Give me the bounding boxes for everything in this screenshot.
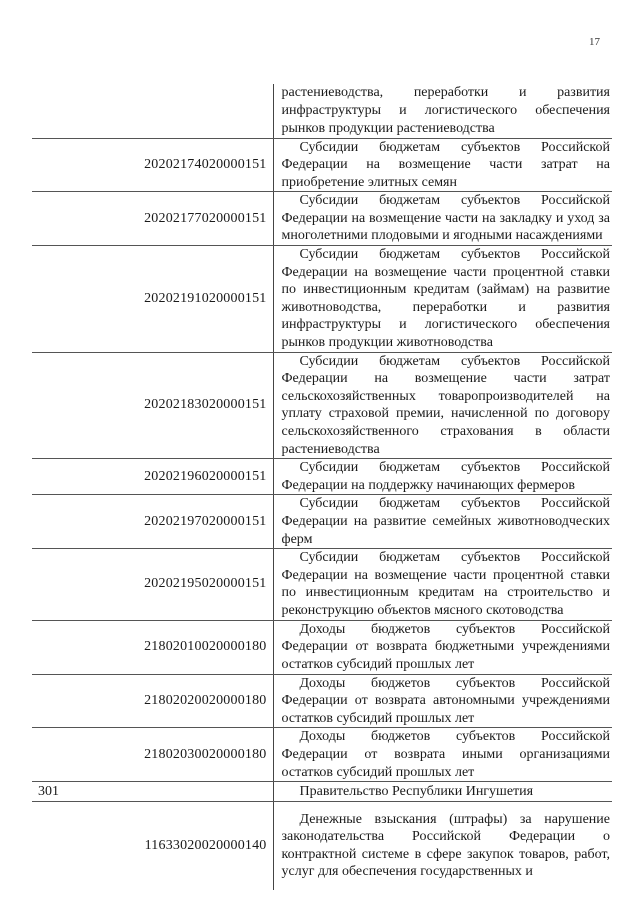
admin-code-cell xyxy=(32,459,95,495)
admin-code-cell xyxy=(32,549,95,620)
revenue-codes-table xyxy=(32,84,612,890)
revenue-name-cell: Доходы бюджетов субъектов Российской Федерации от возврата бюджетными учреждениями остатков субсидий прошлых лет xyxy=(273,620,612,674)
revenue-code-cell: 20202183020000151 xyxy=(95,352,273,459)
revenue-code-cell xyxy=(95,84,273,138)
revenue-name-cell: Правительство Республики Ингушетия xyxy=(273,782,612,802)
admin-code-cell xyxy=(32,620,95,674)
admin-code-cell xyxy=(32,246,95,353)
revenue-name-cell: Субсидии бюджетам субъектов Российской Федерации на возмещение части затрат сельскохозяйственных товаропроизводителей на уплату страховой премии, начисленной по договору сельскохозяйственного страхования в области растениеводства xyxy=(273,352,612,459)
revenue-name-cell: Денежные взыскания (штрафы) за нарушение законодательства Российской Федерации о контрактной системе в сфере закупок товаров, работ, услуг для обеспечения государственных и xyxy=(273,802,612,890)
admin-code-cell xyxy=(32,138,95,192)
revenue-code-cell: 20202197020000151 xyxy=(95,495,273,549)
revenue-code-cell xyxy=(95,782,273,802)
table-row xyxy=(32,459,612,495)
page-number: 17 xyxy=(589,36,600,48)
table-row xyxy=(32,549,612,620)
revenue-code-cell: 20202196020000151 xyxy=(95,459,273,495)
table-row xyxy=(32,246,612,353)
admin-code-cell: 301 xyxy=(32,782,95,802)
revenue-name-cell: Субсидии бюджетам субъектов Российской Федерации на поддержку начинающих фермеров xyxy=(273,459,612,495)
revenue-name-cell: Субсидии бюджетам субъектов Российской Федерации на возмещение части затрат на приобретение элитных семян xyxy=(273,138,612,192)
table-row xyxy=(32,802,612,890)
table-row xyxy=(32,138,612,192)
table-row xyxy=(32,620,612,674)
revenue-code-cell: 21802010020000180 xyxy=(95,620,273,674)
revenue-name-cell: Субсидии бюджетам субъектов Российской Федерации на возмещение части процентной ставки по инвестиционным кредитам (займам) на развитие животноводства, переработки и развития инфраструктуры и логистического обеспечения рынков продукции животноводства xyxy=(273,246,612,353)
revenue-name-cell: растениеводства, переработки и развития инфраструктуры и логистического обеспечения рынков продукции растениеводства xyxy=(273,84,612,138)
table-row xyxy=(32,728,612,782)
table-row xyxy=(32,674,612,728)
admin-code-cell xyxy=(32,674,95,728)
table-row xyxy=(32,782,612,802)
table-row xyxy=(32,495,612,549)
table-row xyxy=(32,84,612,138)
revenue-name-cell: Субсидии бюджетам субъектов Российской Федерации на возмещение части на закладку и уход за многолетними плодовыми и ягодными насаждениями xyxy=(273,192,612,246)
revenue-code-cell: 20202191020000151 xyxy=(95,246,273,353)
admin-code-cell xyxy=(32,495,95,549)
revenue-name-cell: Субсидии бюджетам субъектов Российской Федерации на развитие семейных животноводческих ферм xyxy=(273,495,612,549)
admin-code-cell xyxy=(32,352,95,459)
revenue-name-cell: Доходы бюджетов субъектов Российской Федерации от возврата иными организациями остатков субсидий прошлых лет xyxy=(273,728,612,782)
revenue-code-cell: 20202177020000151 xyxy=(95,192,273,246)
revenue-name-cell: Доходы бюджетов субъектов Российской Федерации от возврата автономными учреждениями остатков субсидий прошлых лет xyxy=(273,674,612,728)
revenue-name-cell: Субсидии бюджетам субъектов Российской Федерации на возмещение части процентной ставки по инвестиционным кредитам на строительство и реконструкцию объектов мясного скотоводства xyxy=(273,549,612,620)
admin-code-cell xyxy=(32,192,95,246)
table-row xyxy=(32,352,612,459)
revenue-code-cell: 11633020020000140 xyxy=(95,802,273,890)
revenue-code-cell: 21802030020000180 xyxy=(95,728,273,782)
admin-code-cell xyxy=(32,84,95,138)
revenue-code-cell: 20202195020000151 xyxy=(95,549,273,620)
admin-code-cell xyxy=(32,802,95,890)
table-row xyxy=(32,192,612,246)
revenue-code-cell: 20202174020000151 xyxy=(95,138,273,192)
admin-code-cell xyxy=(32,728,95,782)
revenue-code-cell: 21802020020000180 xyxy=(95,674,273,728)
